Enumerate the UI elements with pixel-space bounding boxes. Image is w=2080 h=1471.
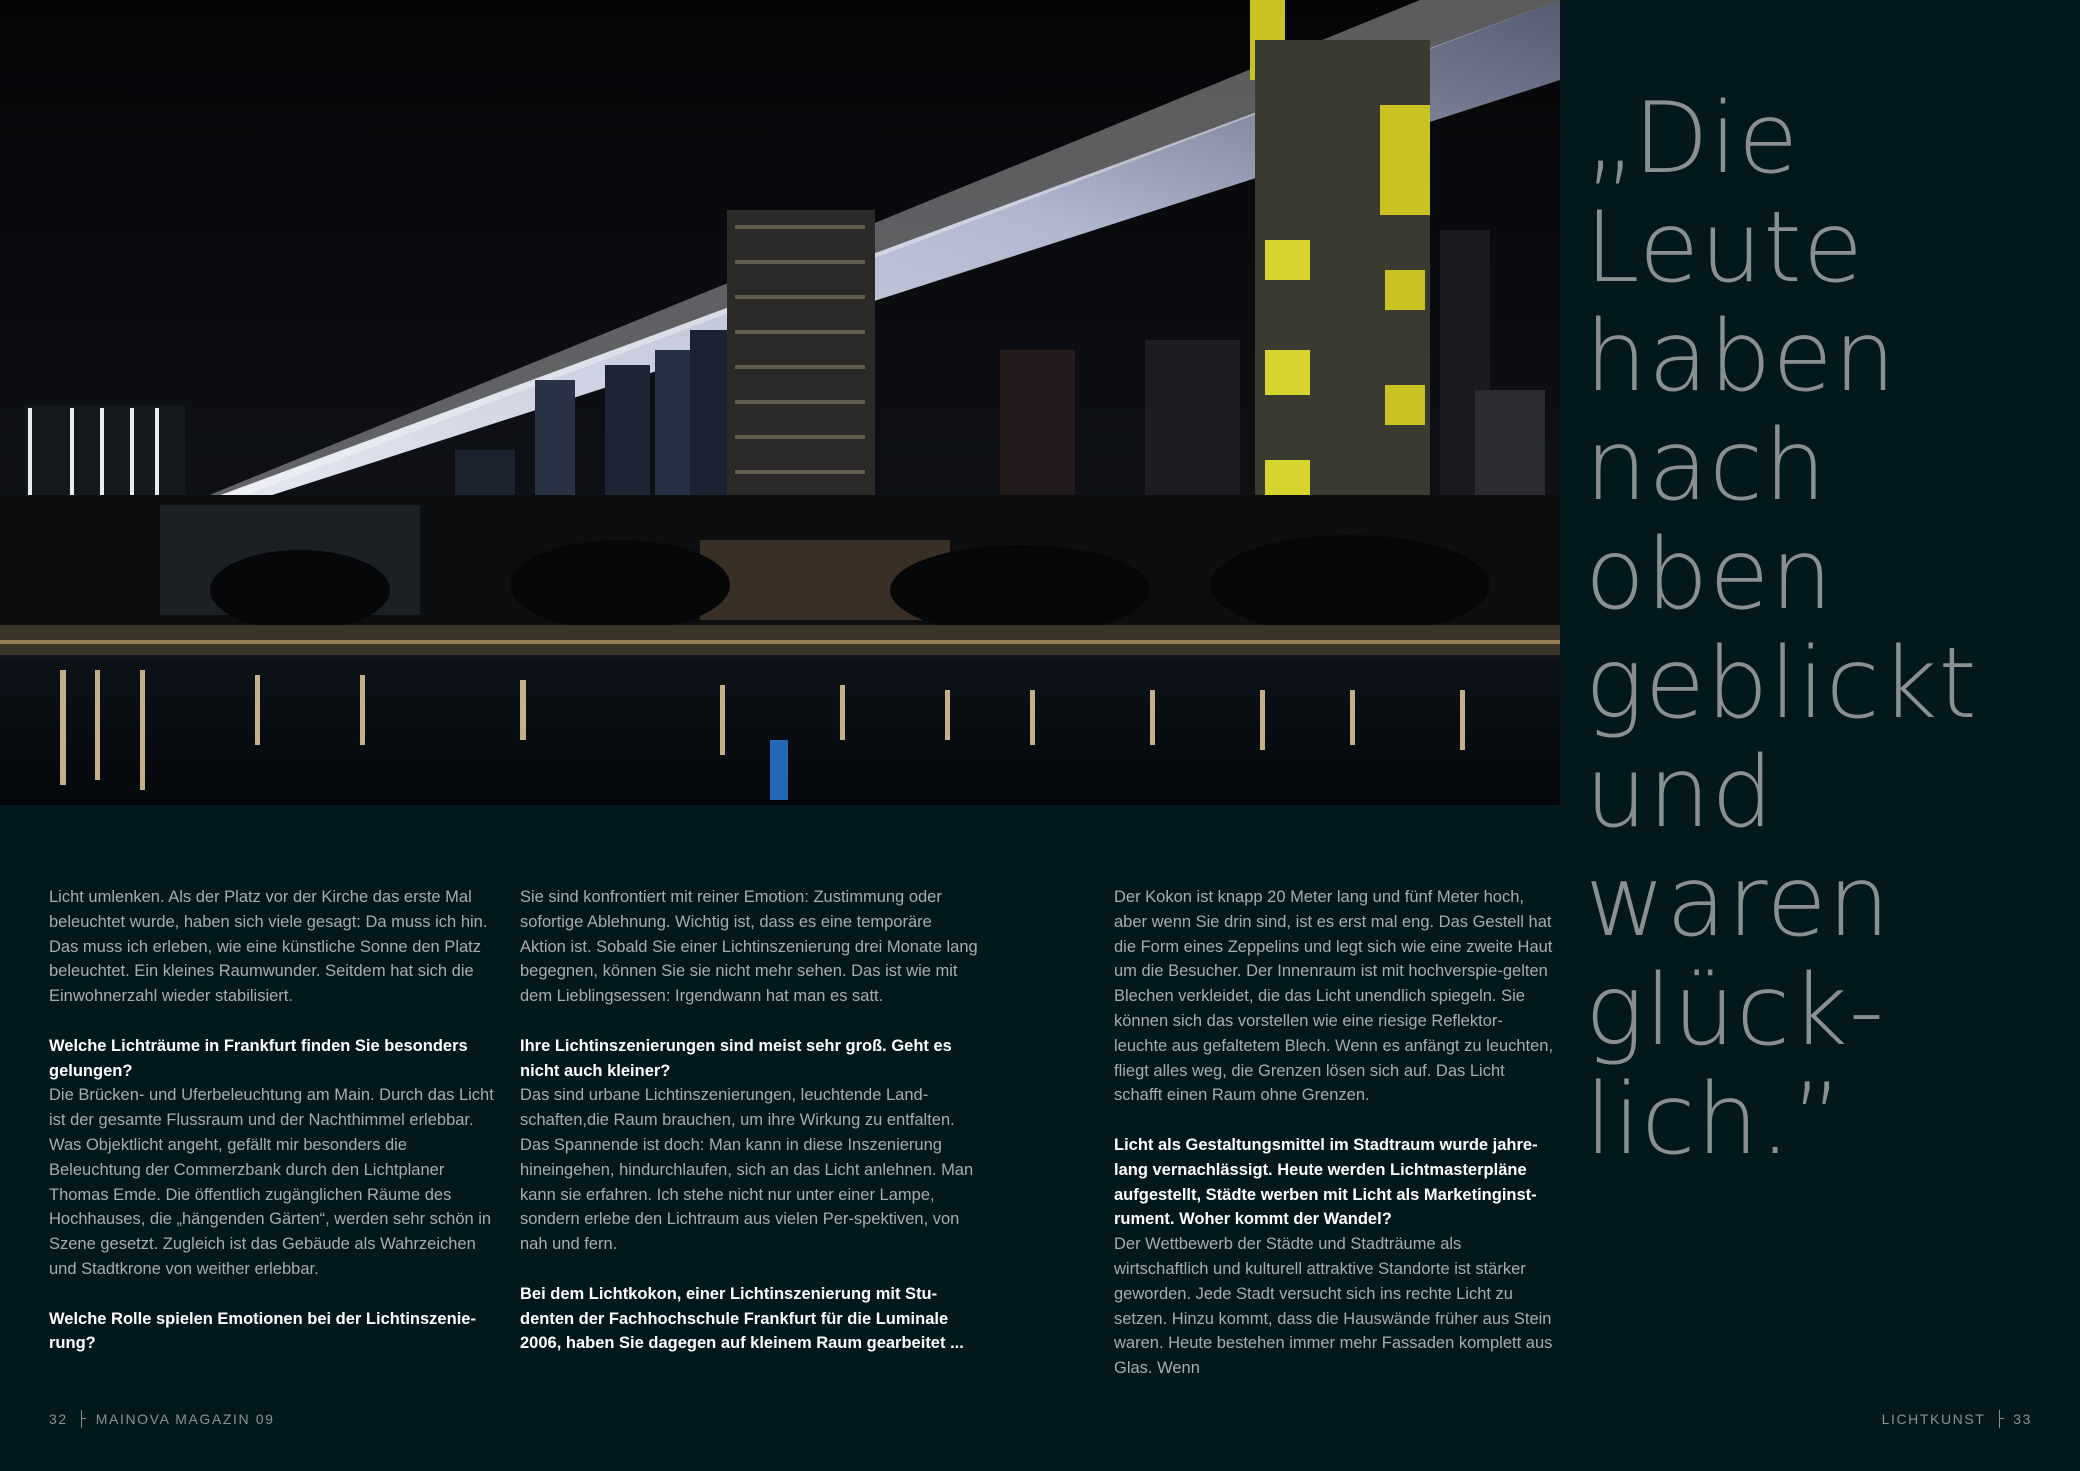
quote-line: waren <box>1585 845 1891 959</box>
quote-line: nach <box>1585 409 1828 523</box>
magazine-title: MAINOVA MAGAZIN 09 <box>95 1411 275 1427</box>
interview-question: Bei dem Lichtkokon, einer Lichtinszenierung mit Stu-denten der Fachhochschule Frankfurt für die Luminale 2006, haben Sie dagegen auf kleinem Raum gearbeitet ... <box>520 1284 964 1353</box>
frankfurt-skyline-night-photo <box>0 0 1560 805</box>
quote-line: „Die <box>1585 82 1800 196</box>
quote-line: Leute <box>1585 191 1864 305</box>
body-paragraph: Sie sind konfrontiert mit reiner Emotion: Zustimmung oder sofortige Ablehnung. Wichtig ist, dass es eine temporäre Aktion ist. Sobald Sie einer Lichtinszenierung drei Monate lang begegnen, können Sie sie nicht mehr sehen. Das ist wie mit dem Lieblingsessen: Irgendwann hat man es satt. <box>520 888 978 1006</box>
section-title: LICHTKUNST <box>1881 1411 1986 1427</box>
quote-line: oben <box>1585 518 1834 632</box>
interview-question: Ihre Lichtinszenierungen sind meist sehr groß. Geht es nicht auch kleiner? <box>520 1036 952 1080</box>
interview-question: Licht als Gestaltungsmittel im Stadtraum wurde jahre-lang vernachlässigt. Heute werden Lichtmasterpläne aufgestellt, Städte werben mit Licht als Marketinginst-rument. Woher kommt der Wandel? <box>1114 1135 1538 1229</box>
quote-line: und <box>1585 736 1775 850</box>
body-paragraph: Licht umlenken. Als der Platz vor der Kirche das erste Mal beleuchtet wurde, haben sich viele gesagt: Da muss ich hin. Das muss ich erleben, wie eine künstliche Sonne den Platz beleuchtet. Ein kleines Raumwunder. Seitdem hat sich die Einwohnerzahl wieder stabilisiert. <box>49 888 488 1006</box>
skyline-photo <box>0 0 1560 805</box>
quote-line: haben <box>1585 300 1897 414</box>
quote-line: geblickt <box>1585 627 1978 741</box>
interview-question: Welche Lichträume in Frankfurt finden Sie besonders gelungen? <box>49 1036 468 1080</box>
interview-question: Welche Rolle spielen Emotionen bei der Lichtinszenie-rung? <box>49 1309 476 1353</box>
text-column-3 <box>1114 885 1554 1406</box>
quote-line: glück- <box>1585 954 1886 1068</box>
body-paragraph: Das sind urbane Lichtinszenierungen, leuchtende Land-schaften,die Raum brauchen, um ihre Wirkung zu entfalten. Das Spannende ist doch: Man kann in diese Inszenierung hineingehen, hindurchlaufen, sich an das Licht anlehnen. Man kann sie erfahren. Ich stehe nicht nur unter einer Lampe, sondern erlebe den Lichtraum aus vielen Per-spektiven, von nah und fern. <box>520 1086 974 1254</box>
body-paragraph: Der Wettbewerb der Städte und Stadträume als wirtschaftlich und kulturell attraktive Standorte ist stärker geworden. Jede Stadt versucht sich ins rechte Licht zu setzen. Hinzu kommt, dass die Hauswände früher aus Stein waren. Heute bestehen immer mehr Fassaden komplett aus Glas. Wenn <box>1114 1235 1553 1378</box>
page-number: 32 <box>49 1411 68 1427</box>
body-paragraph: Der Kokon ist knapp 20 Meter lang und fünf Meter hoch, aber wenn Sie drin sind, ist es erst mal eng. Das Gestell hat die Form eines Zeppelins und legt sich wie eine zweite Haut um die Besucher. Der Innenraum ist mit hochverspie-gelten Blechen verkleidet, die das Licht unendlich spiegeln. Sie können sich das vorstellen wie eine riesige Reflektor-leuchte aus gefaltetem Blech. Wenn es anfängt zu leuchten, fliegt alles weg, die Grenzen lösen sich auf. Das Licht schafft einen Raum ohne Grenzen. <box>1114 888 1554 1105</box>
quote-line: lich.” <box>1585 1063 1844 1177</box>
text-column-2 <box>520 885 980 1356</box>
page-number: 33 <box>2013 1411 2032 1427</box>
footer-right <box>1882 1410 2032 1428</box>
pull-quote <box>1585 82 2055 1177</box>
footer-separator <box>1999 1410 2000 1428</box>
body-paragraph: Die Brücken- und Uferbeleuchtung am Main. Durch das Licht ist der gesamte Flussraum und der Nachthimmel erlebbar. Was Objektlicht angeht, gefällt mir besonders die Beleuchtung der Commerzbank durch den Lichtplaner Thomas Emde. Die öffentlich zugänglichen Räume des Hochhauses, die „hängenden Gärten“, werden sehr schön in Szene gesetzt. Zugleich ist das Gebäude als Wahrzeichen und Stadtkrone von weither erlebbar. <box>49 1086 494 1278</box>
footer-left <box>49 1410 274 1428</box>
footer-separator <box>81 1410 82 1428</box>
text-column-1 <box>49 885 499 1356</box>
